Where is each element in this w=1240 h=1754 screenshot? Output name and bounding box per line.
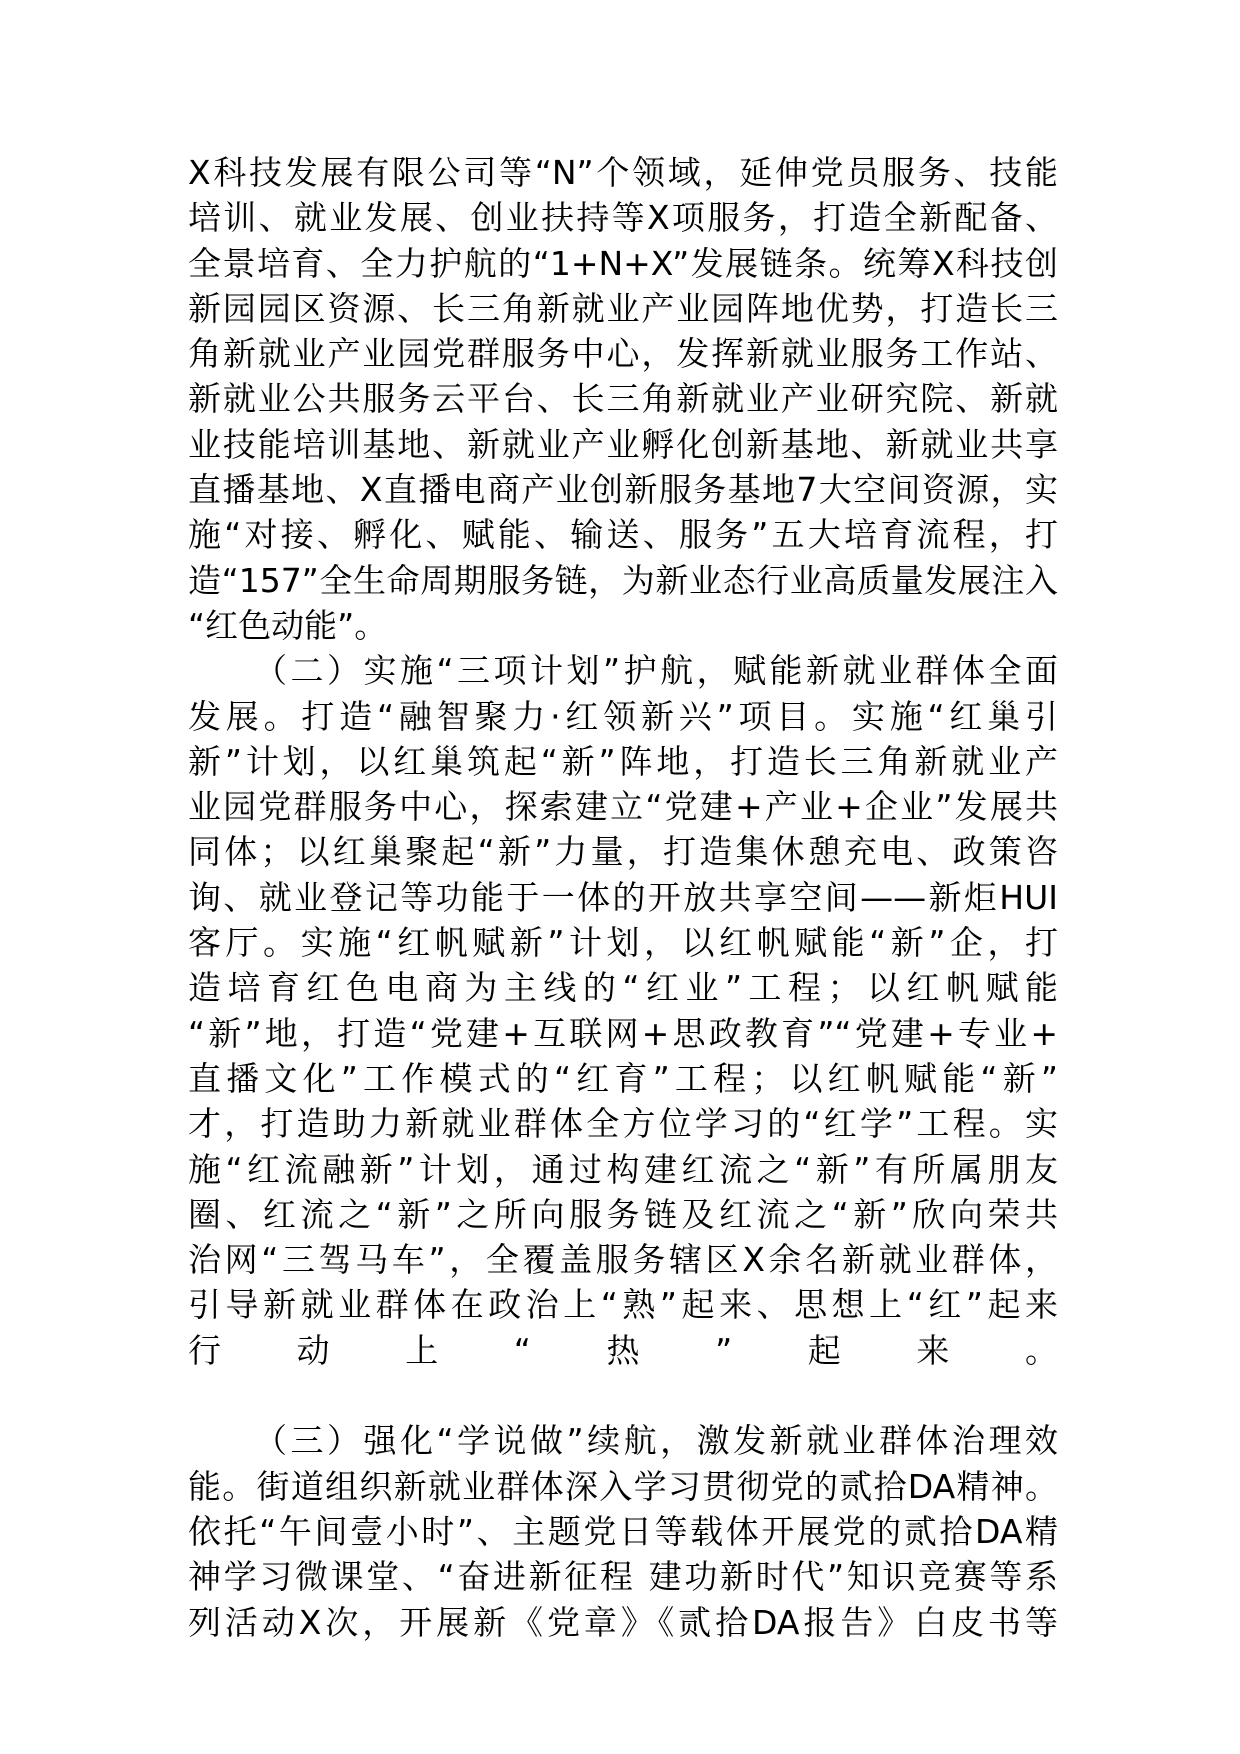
text-line: 引导新就业群体在政治上“熟”起来、思想上“红”起来 <box>188 1285 1058 1325</box>
paragraph-2 <box>188 648 1058 1418</box>
paragraph-3 <box>188 1418 1058 1644</box>
paragraph-heading-line: （二）实施“三项计划”护航，赋能新就业群体全面 <box>254 651 1058 691</box>
text-line <box>188 1373 1058 1418</box>
text-line: 客厅。实施“红帆赋新”计划，以红帆赋能“新”企，打 <box>188 923 1058 963</box>
text-line: 全景培育、全力护航的“1+N+X”发展链条。统筹X科技创 <box>188 243 1058 283</box>
text-line: 发展。打造“融智聚力·红领新兴”项目。实施“红巢引 <box>188 696 1058 736</box>
text-line: 询、就业登记等功能于一体的开放共享空间——新炬HUI <box>188 877 1058 917</box>
text-line: 圈、红流之“新”之所向服务链及红流之“新”欣向荣共 <box>188 1194 1058 1234</box>
document-page <box>188 150 1058 1645</box>
text-line: 新就业公共服务云平台、长三角新就业产业研究院、新就 <box>188 379 1058 419</box>
text-line: 业园党群服务中心，探索建立“党建+产业+企业”发展共 <box>188 787 1058 827</box>
text-line: 新园园区资源、长三角新就业产业园阵地优势，打造长三 <box>188 288 1058 328</box>
text-line: 施“对接、孵化、赋能、输送、服务”五大培育流程，打 <box>188 515 1058 555</box>
text-line: 行动上“热”起来。 <box>188 1330 1058 1370</box>
text-line: 同体；以红巢聚起“新”力量，打造集休憩充电、政策咨 <box>188 832 1058 872</box>
text-line: 才，打造助力新就业群体全方位学习的“红学”工程。实 <box>188 1104 1058 1144</box>
text-line: 造培育红色电商为主线的“红业”工程；以红帆赋能 <box>188 968 1058 1008</box>
text-line: 角新就业产业园党群服务中心，发挥新就业服务工作站、 <box>188 334 1058 374</box>
text-line: 培训、就业发展、创业扶持等X项服务，打造全新配备、 <box>188 198 1058 238</box>
text-line: 业技能培训基地、新就业产业孵化创新基地、新就业共享 <box>188 424 1058 464</box>
text-line: 治网“三驾马车”，全覆盖服务辖区X余名新就业群体， <box>188 1240 1058 1280</box>
text-line: 造“157”全生命周期服务链，为新业态行业高质量发展注入 <box>188 560 1058 600</box>
text-line: 直播文化”工作模式的“红育”工程；以红帆赋能“新” <box>188 1058 1058 1098</box>
paragraph-1 <box>188 150 1058 648</box>
text-line: 列活动X次，开展新《党章》《贰拾DA报告》白皮书等 <box>188 1602 1058 1642</box>
text-line: 能。街道组织新就业群体深入学习贯彻党的贰拾DA精神。 <box>188 1466 1058 1506</box>
text-line: 直播基地、X直播电商产业创新服务基地7大空间资源，实 <box>188 470 1058 510</box>
text-line: 依托“午间壹小时”、主题党日等载体开展党的贰拾DA精 <box>188 1511 1058 1551</box>
text-line: “新”地，打造“党建+互联网+思政教育”“党建+专业+ <box>188 1013 1058 1053</box>
text-line: “红色动能”。 <box>188 605 388 645</box>
text-line: 神学习微课堂、“奋进新征程 建功新时代”知识竞赛等系 <box>188 1557 1058 1597</box>
text-line: X科技发展有限公司等“N”个领域，延伸党员服务、技能 <box>188 153 1058 192</box>
paragraph-heading-line: （三）强化“学说做”续航，激发新就业群体治理效 <box>254 1421 1058 1461</box>
text-line: 新”计划，以红巢筑起“新”阵地，打造长三角新就业产 <box>188 741 1058 781</box>
text-line: 施“红流融新”计划，通过构建红流之“新”有所属朋友 <box>188 1149 1058 1189</box>
